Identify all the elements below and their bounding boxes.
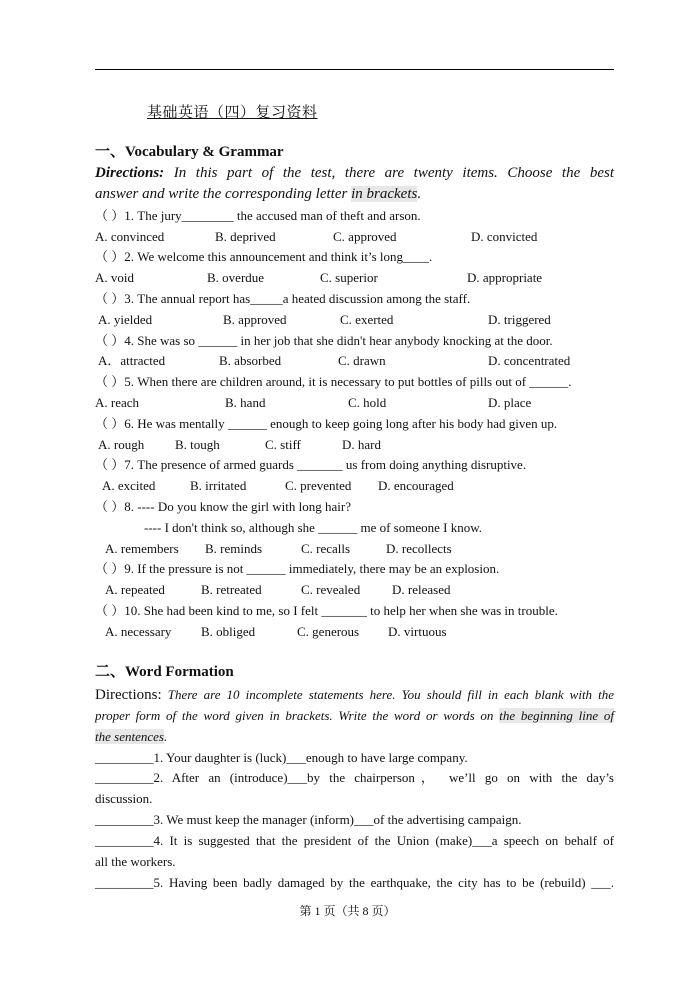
section-heading-vocabulary: 一、Vocabulary & Grammar bbox=[95, 144, 284, 160]
option-b: B. obliged bbox=[201, 624, 256, 639]
option-a: A. necessary bbox=[105, 624, 172, 639]
option-c: C. approved bbox=[333, 229, 397, 244]
question-9: （ ）9. If the pressure is not ______ immediately, there may be an explosion. bbox=[95, 561, 500, 576]
word-item-3: _________3. We must keep the manager (inform)___of the advertising campaign. bbox=[95, 812, 522, 827]
directions-highlight: in brackets bbox=[351, 186, 418, 202]
option-d: D. place bbox=[488, 395, 532, 410]
option-a: A. rough bbox=[98, 437, 145, 452]
option-a: A. convinced bbox=[95, 229, 165, 244]
section-heading-word-formation: 二、Word Formation bbox=[95, 664, 234, 680]
word-item-1: _________1. Your daughter is (luck)___enough to have large company. bbox=[95, 750, 468, 765]
option-d: D. triggered bbox=[488, 312, 551, 327]
option-b: B. deprived bbox=[215, 229, 276, 244]
option-b: B. tough bbox=[175, 437, 220, 452]
option-d: D. hard bbox=[342, 437, 381, 452]
page-title: 基础英语（四）复习资料 bbox=[147, 105, 318, 121]
directions-text: . bbox=[417, 186, 422, 202]
option-c: C. exerted bbox=[340, 312, 394, 327]
directions-line bbox=[95, 164, 614, 183]
option-d: D. recollects bbox=[386, 541, 452, 556]
directions-line bbox=[95, 685, 614, 705]
option-c: C. superior bbox=[320, 270, 378, 285]
directions-line bbox=[95, 706, 614, 725]
option-b: B. absorbed bbox=[219, 353, 282, 368]
option-c: C. drawn bbox=[338, 353, 386, 368]
directions-text: . bbox=[163, 729, 168, 744]
option-b: B. hand bbox=[225, 395, 266, 410]
question-1: （ ）1. The jury________ the accused man of theft and arson. bbox=[95, 208, 421, 223]
option-c: C. stiff bbox=[265, 437, 301, 452]
directions-highlight: the beginning line of bbox=[499, 708, 615, 723]
option-d: D. convicted bbox=[471, 229, 538, 244]
word-item-2: _________2. After an (introduce)___by the chairperson， we’ll go on with the day’s bbox=[95, 770, 614, 785]
option-a: A. void bbox=[95, 270, 134, 285]
option-a: A. remembers bbox=[105, 541, 179, 556]
option-a: A．attracted bbox=[98, 353, 166, 368]
option-a: A. reach bbox=[95, 395, 140, 410]
question-3: （ ）3. The annual report has_____a heated discussion among the staff. bbox=[95, 291, 471, 306]
question-4: （ ）4. She was so ______ in her job that she didn't hear anybody knocking at the door. bbox=[95, 333, 553, 348]
question-2: （ ）2. We welcome this announcement and think it’s long____. bbox=[95, 249, 433, 264]
option-c: C. hold bbox=[348, 395, 387, 410]
directions-line bbox=[95, 185, 614, 204]
option-b: B. retreated bbox=[201, 582, 262, 597]
question-6: （ ）6. He was mentally ______ enough to keep going long after his body had given up. bbox=[95, 416, 558, 431]
directions-text: There are 10 incomplete statements here. You should fill in each blank with the bbox=[167, 687, 615, 702]
directions-label: Directions: bbox=[95, 165, 165, 181]
directions-line bbox=[95, 727, 614, 746]
word-item-5: _________5. Having been badly damaged by the earthquake, the city has to be (rebuild) ___. bbox=[95, 875, 614, 890]
option-d: D. released bbox=[392, 582, 451, 597]
option-b: B. overdue bbox=[207, 270, 265, 285]
directions-label: Directions: bbox=[95, 687, 162, 703]
option-b: B. reminds bbox=[205, 541, 263, 556]
option-d: D. encouraged bbox=[378, 478, 454, 493]
option-d: D. appropriate bbox=[467, 270, 543, 285]
option-a: A. repeated bbox=[105, 582, 165, 597]
option-b: B. approved bbox=[223, 312, 287, 327]
word-item-4: _________4. It is suggested that the president of the Union (make)___a speech on behalf of bbox=[95, 833, 614, 848]
option-c: C. recalls bbox=[301, 541, 351, 556]
question-8-reply: ---- I don't think so, although she ______ me of someone I know. bbox=[144, 520, 482, 535]
option-c: C. revealed bbox=[301, 582, 361, 597]
page-footer: 第 1 页（共 8 页） bbox=[299, 904, 396, 918]
directions-text: answer and write the corresponding letter bbox=[95, 186, 348, 202]
option-c: C. prevented bbox=[285, 478, 352, 493]
option-a: A. excited bbox=[102, 478, 156, 493]
option-b: B. irritated bbox=[190, 478, 247, 493]
header-rule bbox=[95, 69, 614, 70]
directions-text: proper form of the word given in brackets. Write the word or words on bbox=[95, 708, 494, 723]
option-a: A. yielded bbox=[98, 312, 153, 327]
option-d: D. virtuous bbox=[388, 624, 447, 639]
question-10: （ ）10. She had been kind to me, so I felt _______ to help her when she was in trouble. bbox=[95, 603, 558, 618]
option-c: C. generous bbox=[297, 624, 360, 639]
question-7: （ ）7. The presence of armed guards _______ us from doing anything disruptive. bbox=[95, 457, 527, 472]
question-8: （ ）8. ---- Do you know the girl with long hair? bbox=[95, 499, 351, 514]
question-5: （ ）5. When there are children around, it is necessary to put bottles of pills out of ______. bbox=[95, 374, 572, 389]
word-item-2-cont: discussion. bbox=[95, 791, 153, 806]
directions-text: In this part of the test, there are twenty items. Choose the best bbox=[173, 165, 614, 181]
directions-highlight: the sentences bbox=[95, 729, 164, 744]
word-item-4-cont: all the workers. bbox=[95, 854, 176, 869]
option-d: D. concentrated bbox=[488, 353, 571, 368]
